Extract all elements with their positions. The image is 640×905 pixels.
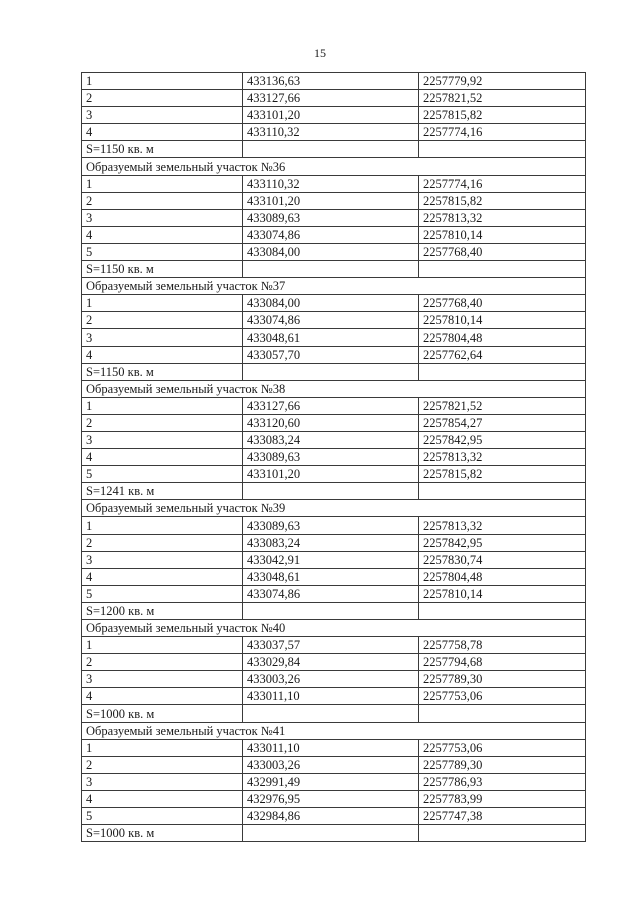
area-row	[82, 705, 586, 722]
coordinate-x: 432984,86	[243, 808, 419, 825]
section-header: Образуемый земельный участок №41	[82, 722, 586, 739]
coordinate-x: 433083,24	[243, 431, 419, 448]
area-row	[82, 602, 586, 619]
table-row	[82, 414, 586, 431]
coordinate-y: 2257747,38	[419, 808, 586, 825]
point-number: 4	[82, 346, 243, 363]
coordinate-y: 2257753,06	[419, 688, 586, 705]
section-header: Образуемый земельный участок №36	[82, 158, 586, 175]
empty-cell	[419, 705, 586, 722]
area-value: S=1000 кв. м	[82, 705, 243, 722]
area-row	[82, 363, 586, 380]
coordinate-x: 433089,63	[243, 517, 419, 534]
coordinate-x: 433089,63	[243, 209, 419, 226]
area-row	[82, 141, 586, 158]
coordinate-x: 433011,10	[243, 739, 419, 756]
coordinate-x: 433029,84	[243, 654, 419, 671]
coordinate-x: 433048,61	[243, 568, 419, 585]
point-number: 3	[82, 773, 243, 790]
table-row	[82, 585, 586, 602]
table-row	[82, 654, 586, 671]
section-header: Образуемый земельный участок №38	[82, 380, 586, 397]
coordinate-y: 2257774,16	[419, 124, 586, 141]
coordinate-x: 433037,57	[243, 637, 419, 654]
empty-cell	[243, 825, 419, 842]
empty-cell	[243, 602, 419, 619]
coordinate-x: 433127,66	[243, 90, 419, 107]
point-number: 4	[82, 568, 243, 585]
coordinate-y: 2257842,95	[419, 431, 586, 448]
point-number: 3	[82, 107, 243, 124]
point-number: 2	[82, 90, 243, 107]
area-row	[82, 261, 586, 278]
coordinate-x: 433110,32	[243, 175, 419, 192]
coordinate-y: 2257821,52	[419, 397, 586, 414]
area-row	[82, 483, 586, 500]
coordinate-x: 433074,86	[243, 312, 419, 329]
point-number: 4	[82, 449, 243, 466]
area-row	[82, 825, 586, 842]
area-value: S=1000 кв. м	[82, 825, 243, 842]
point-number: 2	[82, 312, 243, 329]
coordinate-x: 433127,66	[243, 397, 419, 414]
table-row	[82, 329, 586, 346]
point-number: 3	[82, 209, 243, 226]
coordinate-x: 433136,63	[243, 73, 419, 90]
coordinate-y: 2257842,95	[419, 534, 586, 551]
table-row	[82, 90, 586, 107]
point-number: 5	[82, 585, 243, 602]
coordinate-y: 2257774,16	[419, 175, 586, 192]
coordinate-x: 433074,86	[243, 226, 419, 243]
empty-cell	[419, 363, 586, 380]
coordinate-x: 433074,86	[243, 585, 419, 602]
empty-cell	[243, 141, 419, 158]
table-row	[82, 73, 586, 90]
section-header-row	[82, 278, 586, 295]
empty-cell	[243, 261, 419, 278]
table-row	[82, 346, 586, 363]
coordinate-x: 433101,20	[243, 466, 419, 483]
table-row	[82, 295, 586, 312]
table-row	[82, 637, 586, 654]
coordinate-y: 2257830,74	[419, 551, 586, 568]
table-row	[82, 175, 586, 192]
coordinate-y: 2257768,40	[419, 243, 586, 260]
coordinate-y: 2257762,64	[419, 346, 586, 363]
point-number: 3	[82, 671, 243, 688]
point-number: 1	[82, 637, 243, 654]
coordinate-y: 2257768,40	[419, 295, 586, 312]
section-header-row	[82, 158, 586, 175]
empty-cell	[243, 483, 419, 500]
point-number: 1	[82, 175, 243, 192]
point-number: 3	[82, 551, 243, 568]
point-number: 1	[82, 517, 243, 534]
coordinate-x: 433084,00	[243, 295, 419, 312]
coordinate-x: 432976,95	[243, 790, 419, 807]
point-number: 3	[82, 329, 243, 346]
coordinate-y: 2257794,68	[419, 654, 586, 671]
point-number: 4	[82, 790, 243, 807]
coordinate-y: 2257804,48	[419, 568, 586, 585]
coordinate-y: 2257789,30	[419, 671, 586, 688]
empty-cell	[243, 705, 419, 722]
point-number: 5	[82, 466, 243, 483]
coordinate-x: 433101,20	[243, 192, 419, 209]
section-header-row	[82, 380, 586, 397]
table-row	[82, 124, 586, 141]
section-header: Образуемый земельный участок №37	[82, 278, 586, 295]
empty-cell	[243, 363, 419, 380]
table-row	[82, 517, 586, 534]
area-value: S=1241 кв. м	[82, 483, 243, 500]
table-row	[82, 243, 586, 260]
point-number: 1	[82, 295, 243, 312]
coordinate-y: 2257810,14	[419, 312, 586, 329]
table-row	[82, 107, 586, 124]
area-value: S=1150 кв. м	[82, 141, 243, 158]
table-row	[82, 209, 586, 226]
section-header-row	[82, 620, 586, 637]
area-value: S=1150 кв. м	[82, 261, 243, 278]
point-number: 4	[82, 124, 243, 141]
table-row	[82, 534, 586, 551]
table-row	[82, 739, 586, 756]
coordinates-table-body	[82, 73, 586, 842]
coordinate-y: 2257804,48	[419, 329, 586, 346]
table-row	[82, 808, 586, 825]
coordinate-y: 2257783,99	[419, 790, 586, 807]
section-header: Образуемый земельный участок №39	[82, 500, 586, 517]
point-number: 1	[82, 73, 243, 90]
coordinate-y: 2257789,30	[419, 756, 586, 773]
point-number: 2	[82, 654, 243, 671]
coordinate-y: 2257854,27	[419, 414, 586, 431]
coordinate-y: 2257815,82	[419, 192, 586, 209]
table-row	[82, 790, 586, 807]
coordinate-x: 433084,00	[243, 243, 419, 260]
coordinate-x: 433042,91	[243, 551, 419, 568]
coordinate-x: 433110,32	[243, 124, 419, 141]
coordinate-y: 2257815,82	[419, 466, 586, 483]
section-header-row	[82, 500, 586, 517]
section-header: Образуемый земельный участок №40	[82, 620, 586, 637]
point-number: 5	[82, 243, 243, 260]
coordinate-y: 2257810,14	[419, 226, 586, 243]
coordinate-x: 433011,10	[243, 688, 419, 705]
coordinate-x: 433101,20	[243, 107, 419, 124]
point-number: 2	[82, 756, 243, 773]
point-number: 1	[82, 397, 243, 414]
coordinate-y: 2257813,32	[419, 449, 586, 466]
table-row	[82, 449, 586, 466]
table-row	[82, 671, 586, 688]
coordinate-y: 2257813,32	[419, 517, 586, 534]
coordinate-x: 433003,26	[243, 671, 419, 688]
coordinate-y: 2257779,92	[419, 73, 586, 90]
table-row	[82, 397, 586, 414]
coordinate-y: 2257813,32	[419, 209, 586, 226]
coordinate-x: 433003,26	[243, 756, 419, 773]
coordinates-table	[81, 72, 586, 842]
table-row	[82, 466, 586, 483]
empty-cell	[419, 483, 586, 500]
area-value: S=1150 кв. м	[82, 363, 243, 380]
coordinate-x: 433048,61	[243, 329, 419, 346]
point-number: 2	[82, 414, 243, 431]
coordinate-y: 2257815,82	[419, 107, 586, 124]
table-row	[82, 226, 586, 243]
coordinate-y: 2257753,06	[419, 739, 586, 756]
point-number: 3	[82, 431, 243, 448]
empty-cell	[419, 602, 586, 619]
table-row	[82, 192, 586, 209]
table-row	[82, 551, 586, 568]
table-row	[82, 688, 586, 705]
point-number: 1	[82, 739, 243, 756]
coordinate-y: 2257758,78	[419, 637, 586, 654]
point-number: 5	[82, 808, 243, 825]
coordinate-x: 433057,70	[243, 346, 419, 363]
coordinate-y: 2257810,14	[419, 585, 586, 602]
point-number: 4	[82, 226, 243, 243]
empty-cell	[419, 261, 586, 278]
empty-cell	[419, 825, 586, 842]
area-value: S=1200 кв. м	[82, 602, 243, 619]
coordinate-x: 433120,60	[243, 414, 419, 431]
table-row	[82, 773, 586, 790]
point-number: 2	[82, 192, 243, 209]
point-number: 4	[82, 688, 243, 705]
coordinate-y: 2257786,93	[419, 773, 586, 790]
coordinate-x: 433089,63	[243, 449, 419, 466]
coordinate-x: 433083,24	[243, 534, 419, 551]
point-number: 2	[82, 534, 243, 551]
coordinate-y: 2257821,52	[419, 90, 586, 107]
empty-cell	[419, 141, 586, 158]
section-header-row	[82, 722, 586, 739]
table-row	[82, 568, 586, 585]
table-row	[82, 756, 586, 773]
coordinate-x: 432991,49	[243, 773, 419, 790]
table-row	[82, 431, 586, 448]
table-row	[82, 312, 586, 329]
page-number: 15	[314, 46, 326, 60]
